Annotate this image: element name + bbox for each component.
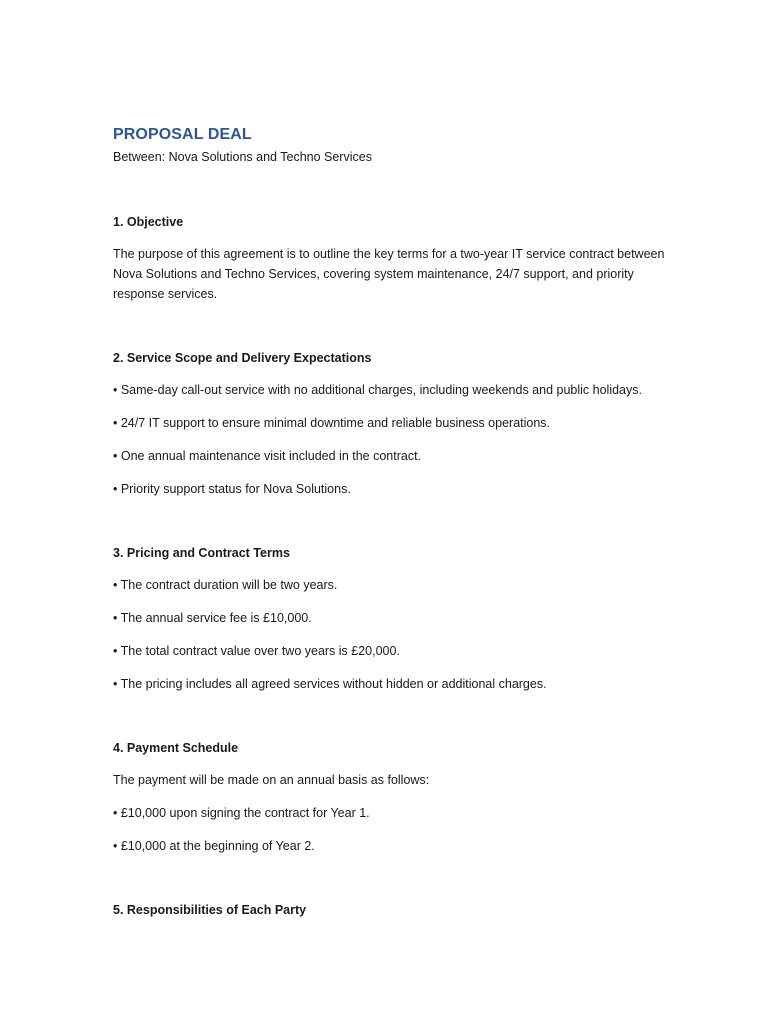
list-item: • 24/7 IT support to ensure minimal downtime and reliable business operations.: [113, 416, 551, 430]
payment-intro: The payment will be made on an annual basis as follows:: [113, 773, 430, 787]
list-item: • The pricing includes all agreed services without hidden or additional charges.: [113, 677, 547, 691]
section-pricing: [113, 543, 673, 694]
list-item: • The annual service fee is £10,000.: [113, 611, 312, 625]
section-objective: [113, 212, 673, 304]
list-item: • £10,000 upon signing the contract for Year 1.: [113, 806, 370, 820]
section-payment: [113, 738, 673, 856]
section-body: [113, 770, 673, 856]
section-heading: 4. Payment Schedule: [113, 741, 239, 755]
section-responsibilities: [113, 900, 673, 920]
section-heading: 1. Objective: [113, 215, 184, 229]
document-content: [113, 124, 673, 920]
section-heading: 2. Service Scope and Delivery Expectations: [113, 351, 372, 365]
list-item: • Priority support status for Nova Solutions.: [113, 482, 351, 496]
document-title: PROPOSAL DEAL: [113, 126, 252, 143]
list-item: • £10,000 at the beginning of Year 2.: [113, 839, 315, 853]
document-subtitle: Between: Nova Solutions and Techno Services: [113, 150, 372, 164]
list-item: • Same-day call-out service with no additional charges, including weekends and public holidays.: [113, 383, 642, 397]
section-scope: [113, 348, 673, 499]
section-body: [113, 380, 673, 499]
list-item: • The total contract value over two years is £20,000.: [113, 644, 400, 658]
section-heading: 5. Responsibilities of Each Party: [113, 903, 307, 917]
section-heading: 3. Pricing and Contract Terms: [113, 546, 290, 560]
list-item: • The contract duration will be two years.: [113, 578, 338, 592]
section-body: [113, 575, 673, 694]
objective-paragraph: The purpose of this agreement is to outline the key terms for a two-year IT service contract between Nova Solutions and Techno Services, covering system maintenance, 24/7 support, and priority response services.: [113, 247, 665, 301]
section-body: [113, 244, 673, 304]
list-item: • One annual maintenance visit included in the contract.: [113, 449, 422, 463]
